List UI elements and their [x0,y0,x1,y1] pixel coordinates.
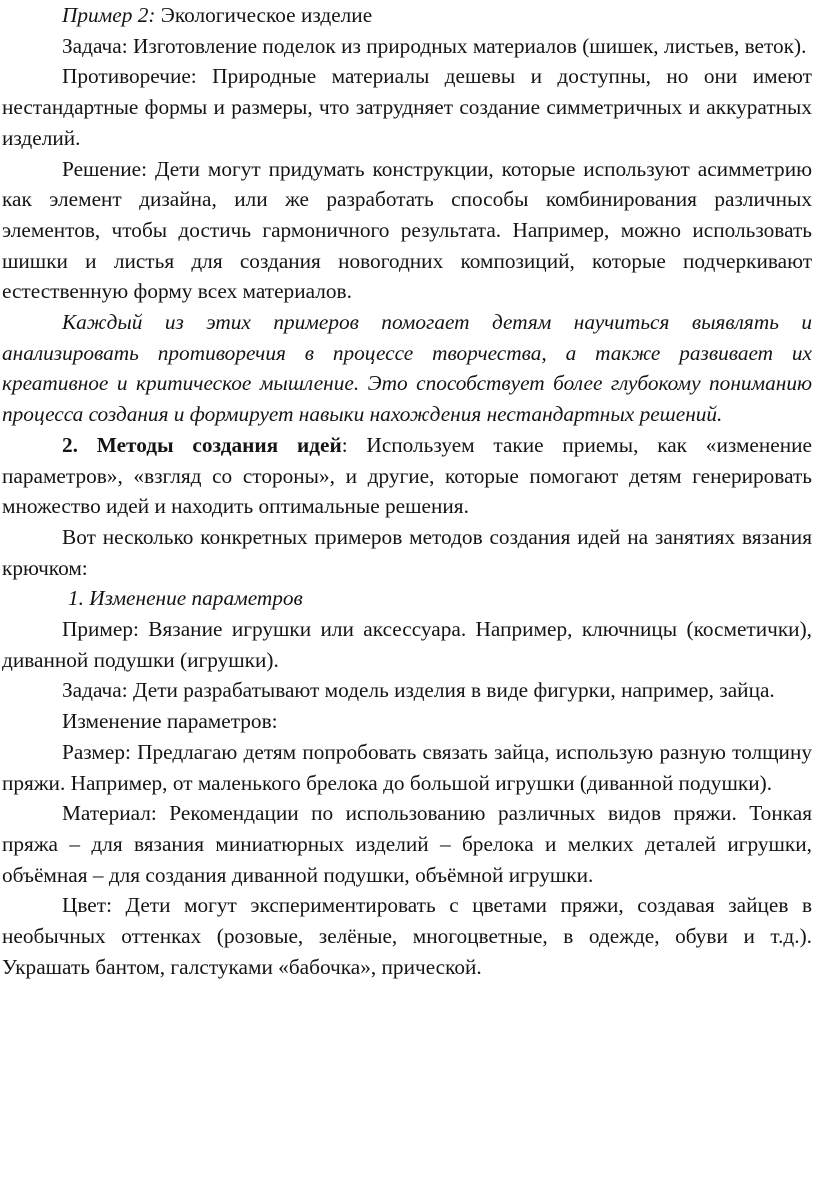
param-size: Размер: Предлагаю детям попробовать связать зайца, использую разную толщину пряжи. Например, от маленького брелока до большой игрушки (диванной подушки). [2,739,812,795]
param-material: Материал: Рекомендации по использованию различных видов пряжи. Тонкая пряжа – для вязания миниатюрных изделий – брелока и мелких деталей игрушки, объёмная – для создания диванной подушки, объёмной игрушки. [2,801,812,887]
section2-heading: 2. Методы создания идей [62,432,342,457]
section2-text: : Используем такие приемы, как «изменение параметров», «взгляд со стороны», и другие, которые помогают детям генерировать множество идей и находить оптимальные решения. [2,432,812,519]
example2-title-paragraph [2,0,812,31]
example2-contradiction: Противоречие: Природные материалы дешевы и доступны, но они имеют нестандартные формы и размеры, что затрудняет создание симметричных и аккуратных изделий. [2,64,812,150]
subsection1-heading: 1. Изменение параметров [68,586,303,611]
example2-title: Экологическое изделие [155,3,373,27]
params-label: Изменение параметров: [62,709,278,734]
param-color: Цвет: Дети могут экспериментировать с цветами пряжи, создавая зайцев в необычных оттенках (розовые, зелёные, многоцветные, в одежде, обуви и т.д.). Украшать бантом, галстуками «бабочка», прической. [2,893,812,979]
example2-solution: Решение: Дети могут придумать конструкции, которые используют асимметрию как элемент дизайна, или же разработать способы комбинирования различных элементов, чтобы достичь гармоничного результата. Например, можно использовать шишки и листья для создания новогодних композиций, которые подчеркивают естественную форму всех материалов. [2,156,812,304]
subsection1-task: Задача: Дети разрабатывают модель изделия в виде фигурки, например, зайца. [62,678,775,703]
intro-examples: Вот несколько конкретных примеров методов создания идей на занятиях вязания крючком: [2,524,812,580]
example2-task: Задача: Изготовление поделок из природных материалов (шишек, листьев, веток). [62,33,807,58]
summary-paragraph: Каждый из этих примеров помогает детям научиться выявлять и анализировать противоречия в процессе творчества, а также развивает их креативное и критическое мышление. Это способствует более глубокому пониманию процесса создания и формирует навыки нахождения нестандартных решений. [2,310,812,427]
example2-label: Пример 2: [62,3,156,27]
subsection1-example: Пример: Вязание игрушки или аксессуара. Например, ключницы (косметички), диванной подушки (игрушки). [2,617,812,672]
section2-paragraph [2,430,812,522]
